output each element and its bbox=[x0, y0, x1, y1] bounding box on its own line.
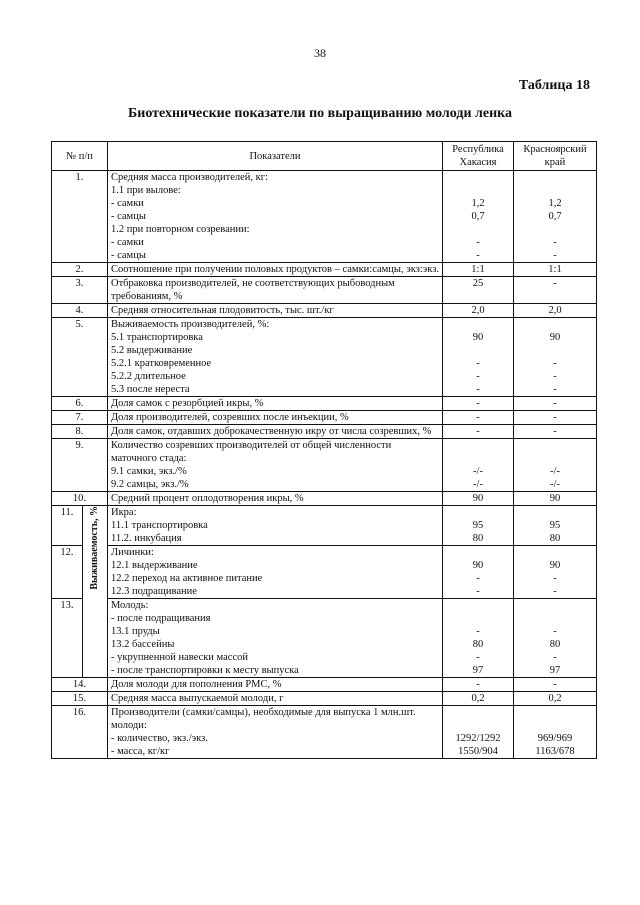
cell-line: Средняя масса производителей, кг: bbox=[110, 172, 268, 183]
table-row bbox=[52, 171, 597, 263]
cell-line: 90 bbox=[472, 332, 484, 343]
indicator-cell bbox=[107, 277, 442, 304]
value-kr bbox=[514, 599, 597, 678]
cell-line: Выживаемость производителей, %: bbox=[110, 319, 270, 330]
cell-line: 25 bbox=[472, 278, 484, 289]
survival-vertical-label bbox=[82, 506, 107, 678]
cell-line bbox=[517, 223, 593, 236]
row-number: 8. bbox=[52, 425, 108, 439]
value-kr bbox=[514, 397, 597, 411]
value-rh bbox=[443, 318, 514, 397]
cell-line: 0,2 bbox=[471, 693, 485, 704]
cell-line: - bbox=[553, 384, 557, 395]
cell-line: Личинки: bbox=[110, 547, 154, 558]
cell-line: - самцы bbox=[110, 250, 146, 261]
cell-line: Доля молоди для пополнения РМС, % bbox=[110, 679, 282, 690]
cell-line bbox=[517, 452, 593, 465]
cell-line: 90 bbox=[549, 332, 561, 343]
cell-line: 2,0 bbox=[548, 305, 562, 316]
indicator-cell bbox=[107, 492, 442, 506]
value-rh bbox=[443, 397, 514, 411]
cell-line: Производители (самки/самцы), необходимые для выпуска 1 млн.шт. bbox=[110, 707, 416, 718]
cell-line: 11.1 транспортировка bbox=[110, 520, 208, 531]
cell-line bbox=[446, 171, 510, 184]
cell-line: Соотношение при получении половых продуктов – самки:самцы, экз:экз. bbox=[110, 264, 439, 275]
indicator-cell bbox=[107, 304, 442, 318]
cell-line: - bbox=[553, 278, 557, 289]
table-row bbox=[52, 263, 597, 277]
table-title: Биотехнические показатели по выращиванию молоди ленка bbox=[128, 106, 512, 121]
cell-line bbox=[446, 546, 510, 559]
row-number: 11. bbox=[52, 506, 83, 546]
value-rh bbox=[443, 599, 514, 678]
row-number: 5. bbox=[52, 318, 108, 397]
indicator-cell bbox=[107, 706, 442, 759]
table-row bbox=[52, 411, 597, 425]
cell-line: - bbox=[476, 573, 480, 584]
cell-line: - bbox=[553, 412, 557, 423]
header-indicator: Показатели bbox=[107, 142, 442, 171]
cell-line bbox=[446, 318, 510, 331]
indicator-cell bbox=[107, 263, 442, 277]
cell-line bbox=[517, 171, 593, 184]
cell-line: требованиям, % bbox=[110, 291, 183, 302]
row-number: 12. bbox=[52, 546, 83, 599]
cell-line: 9.2 самцы, экз./% bbox=[110, 479, 189, 490]
cell-line: - bbox=[476, 398, 480, 409]
cell-line: 1.1 при вылове: bbox=[110, 185, 181, 196]
cell-line: -/- bbox=[550, 466, 560, 477]
row-number: 10. bbox=[52, 492, 108, 506]
table-row bbox=[52, 506, 597, 546]
indicator-cell bbox=[107, 411, 442, 425]
cell-line bbox=[517, 719, 593, 732]
cell-line: - bbox=[476, 586, 480, 597]
value-kr bbox=[514, 706, 597, 759]
row-number: 3. bbox=[52, 277, 108, 304]
cell-line: Молодь: bbox=[110, 600, 149, 611]
cell-line: Средний процент оплодотворения икры, % bbox=[110, 493, 304, 504]
cell-line: 1:1 bbox=[471, 264, 485, 275]
cell-line: 5.1 транспортировка bbox=[110, 332, 203, 343]
row-number: 16. bbox=[52, 706, 108, 759]
value-rh bbox=[443, 692, 514, 706]
cell-line: 0,7 bbox=[548, 211, 562, 222]
cell-line bbox=[517, 706, 593, 719]
cell-line: - bbox=[476, 652, 480, 663]
cell-line: молоди: bbox=[110, 720, 147, 731]
value-rh bbox=[443, 263, 514, 277]
cell-line: - bbox=[476, 358, 480, 369]
cell-line: -/- bbox=[473, 466, 483, 477]
table-row bbox=[52, 692, 597, 706]
table-row bbox=[52, 397, 597, 411]
cell-line: Средняя относительная плодовитость, тыс. шт./кг bbox=[110, 305, 334, 316]
page-number: 38 bbox=[314, 46, 326, 60]
cell-line: - масса, кг/кг bbox=[110, 746, 170, 757]
cell-line bbox=[517, 599, 593, 612]
cell-line: Количество созревших производителей от общей численности bbox=[110, 440, 392, 451]
value-kr bbox=[514, 546, 597, 599]
cell-line bbox=[446, 184, 510, 197]
row-number: 14. bbox=[52, 678, 108, 692]
value-kr bbox=[514, 678, 597, 692]
cell-line: 80 bbox=[472, 533, 484, 544]
value-rh bbox=[443, 425, 514, 439]
cell-line: - bbox=[553, 358, 557, 369]
cell-line: - bbox=[553, 371, 557, 382]
cell-line: 9.1 самки, экз./% bbox=[110, 466, 187, 477]
cell-line: 1550/904 bbox=[458, 746, 498, 757]
cell-line: 80 bbox=[472, 639, 484, 650]
cell-line: 5.2.2 длительное bbox=[110, 371, 186, 382]
value-rh bbox=[443, 678, 514, 692]
cell-line: - самки bbox=[110, 198, 144, 209]
cell-line: Доля самок, отдавших доброкачественную икру от числа созревших, % bbox=[110, 426, 432, 437]
cell-line: - bbox=[553, 250, 557, 261]
table-row bbox=[52, 678, 597, 692]
table-header-row bbox=[52, 142, 597, 171]
cell-line: Доля производителей, созревших после инъекции, % bbox=[110, 412, 349, 423]
value-kr bbox=[514, 492, 597, 506]
cell-line: Отбраковка производителей, не соответствующих рыбоводным bbox=[110, 278, 395, 289]
cell-line: - после транспортировки к месту выпуска bbox=[110, 665, 299, 676]
cell-line: 1292/1292 bbox=[455, 733, 501, 744]
cell-line bbox=[517, 506, 593, 519]
table-row bbox=[52, 439, 597, 492]
table-body bbox=[52, 171, 597, 759]
indicator-cell bbox=[107, 318, 442, 397]
cell-line bbox=[446, 344, 510, 357]
cell-line: 90 bbox=[549, 560, 561, 571]
row-number: 9. bbox=[52, 439, 108, 492]
indicator-cell bbox=[107, 692, 442, 706]
cell-line bbox=[446, 452, 510, 465]
cell-line: - самцы bbox=[110, 211, 146, 222]
row-number: 7. bbox=[52, 411, 108, 425]
row-number: 15. bbox=[52, 692, 108, 706]
cell-line: 97 bbox=[472, 665, 484, 676]
cell-line bbox=[517, 612, 593, 625]
value-kr bbox=[514, 263, 597, 277]
cell-line: - bbox=[553, 426, 557, 437]
cell-line: Икра: bbox=[110, 507, 137, 518]
cell-line: 80 bbox=[549, 533, 561, 544]
table-row bbox=[52, 304, 597, 318]
cell-line: 2,0 bbox=[471, 305, 485, 316]
table-row bbox=[52, 277, 597, 304]
cell-line bbox=[446, 290, 510, 303]
value-rh bbox=[443, 439, 514, 492]
value-kr bbox=[514, 506, 597, 546]
value-kr bbox=[514, 277, 597, 304]
value-rh bbox=[443, 277, 514, 304]
indicator-cell bbox=[107, 506, 442, 546]
header-kr: Красноярский край bbox=[514, 142, 597, 171]
cell-line: - bbox=[476, 679, 480, 690]
cell-line: 90 bbox=[472, 560, 484, 571]
table-label: Таблица 18 bbox=[518, 78, 590, 93]
cell-line: - bbox=[476, 371, 480, 382]
cell-line: 95 bbox=[549, 520, 561, 531]
row-number: 4. bbox=[52, 304, 108, 318]
cell-line: 95 bbox=[472, 520, 484, 531]
cell-line: 1.2 при повторном созревании: bbox=[110, 224, 250, 235]
cell-line: 12.2 переход на активное питание bbox=[110, 573, 263, 584]
cell-line: - самки bbox=[110, 237, 144, 248]
row-number: 2. bbox=[52, 263, 108, 277]
cell-line bbox=[517, 546, 593, 559]
cell-line: Средняя масса выпускаемой молоди, г bbox=[110, 693, 284, 704]
cell-line: 12.1 выдерживание bbox=[110, 560, 198, 571]
cell-line: - bbox=[553, 573, 557, 584]
value-rh bbox=[443, 706, 514, 759]
cell-line: 12.3 подращивание bbox=[110, 586, 197, 597]
indicator-cell bbox=[107, 678, 442, 692]
cell-line: 11.2. инкубация bbox=[110, 533, 182, 544]
cell-line: - после подращивания bbox=[110, 613, 211, 624]
cell-line: - количество, экз./экз. bbox=[110, 733, 208, 744]
table-row bbox=[52, 425, 597, 439]
value-kr bbox=[514, 439, 597, 492]
cell-line: - bbox=[553, 586, 557, 597]
cell-line: - bbox=[553, 398, 557, 409]
row-number: 1. bbox=[52, 171, 108, 263]
cell-line: маточного стада: bbox=[110, 453, 187, 464]
row-number: 13. bbox=[52, 599, 83, 678]
cell-line: 80 bbox=[549, 639, 561, 650]
cell-line: 1:1 bbox=[548, 264, 562, 275]
cell-line: 0,2 bbox=[548, 693, 562, 704]
cell-line: -/- bbox=[550, 479, 560, 490]
cell-line bbox=[446, 719, 510, 732]
cell-line: 13.1 пруды bbox=[110, 626, 160, 637]
cell-line bbox=[446, 706, 510, 719]
cell-line: 5.2.1 кратковременное bbox=[110, 358, 212, 369]
table-row bbox=[52, 599, 597, 678]
table-row bbox=[52, 318, 597, 397]
cell-line: - bbox=[476, 250, 480, 261]
table-row bbox=[52, 492, 597, 506]
cell-line: 0,7 bbox=[471, 211, 485, 222]
indicator-cell bbox=[107, 397, 442, 411]
value-kr bbox=[514, 425, 597, 439]
cell-line: 97 bbox=[549, 665, 561, 676]
cell-line bbox=[446, 506, 510, 519]
cell-line bbox=[517, 290, 593, 303]
indicator-cell bbox=[107, 425, 442, 439]
header-rh: Республика Хакасия bbox=[443, 142, 514, 171]
cell-line bbox=[446, 599, 510, 612]
cell-line: 90 bbox=[472, 493, 484, 504]
value-rh bbox=[443, 304, 514, 318]
cell-line: 1,2 bbox=[471, 198, 485, 209]
indicator-cell bbox=[107, 171, 442, 263]
vertical-label-text: Выживаемость, % bbox=[89, 506, 101, 590]
cell-line: - bbox=[553, 626, 557, 637]
cell-line: - bbox=[476, 426, 480, 437]
value-kr bbox=[514, 692, 597, 706]
biotech-table bbox=[51, 141, 597, 759]
cell-line bbox=[446, 223, 510, 236]
value-kr bbox=[514, 411, 597, 425]
cell-line: 1163/678 bbox=[535, 746, 575, 757]
cell-line: - bbox=[553, 237, 557, 248]
cell-line: - bbox=[476, 626, 480, 637]
cell-line bbox=[446, 612, 510, 625]
indicator-cell bbox=[107, 546, 442, 599]
table-row bbox=[52, 546, 597, 599]
cell-line bbox=[517, 184, 593, 197]
indicator-cell bbox=[107, 599, 442, 678]
cell-line: 5.2 выдерживание bbox=[110, 345, 193, 356]
cell-line: - bbox=[476, 237, 480, 248]
cell-line: 13.2 бассейны bbox=[110, 639, 175, 650]
cell-line: - bbox=[476, 384, 480, 395]
cell-line: - bbox=[553, 679, 557, 690]
value-rh bbox=[443, 411, 514, 425]
cell-line: - укрупненной навески массой bbox=[110, 652, 248, 663]
table-row bbox=[52, 706, 597, 759]
cell-line: 5.3 после нереста bbox=[110, 384, 190, 395]
indicator-cell bbox=[107, 439, 442, 492]
cell-line bbox=[446, 439, 510, 452]
cell-line: - bbox=[476, 412, 480, 423]
cell-line bbox=[517, 318, 593, 331]
value-rh bbox=[443, 171, 514, 263]
value-kr bbox=[514, 304, 597, 318]
value-kr bbox=[514, 318, 597, 397]
row-number: 6. bbox=[52, 397, 108, 411]
value-rh bbox=[443, 546, 514, 599]
cell-line bbox=[517, 439, 593, 452]
cell-line bbox=[517, 344, 593, 357]
cell-line: 1,2 bbox=[548, 198, 562, 209]
cell-line: Доля самок с резорбцией икры, % bbox=[110, 398, 264, 409]
cell-line: -/- bbox=[473, 479, 483, 490]
cell-line: 969/969 bbox=[537, 733, 573, 744]
cell-line: 90 bbox=[549, 493, 561, 504]
value-rh bbox=[443, 492, 514, 506]
cell-line: - bbox=[553, 652, 557, 663]
value-rh bbox=[443, 506, 514, 546]
value-kr bbox=[514, 171, 597, 263]
header-num: № п/п bbox=[52, 142, 108, 171]
